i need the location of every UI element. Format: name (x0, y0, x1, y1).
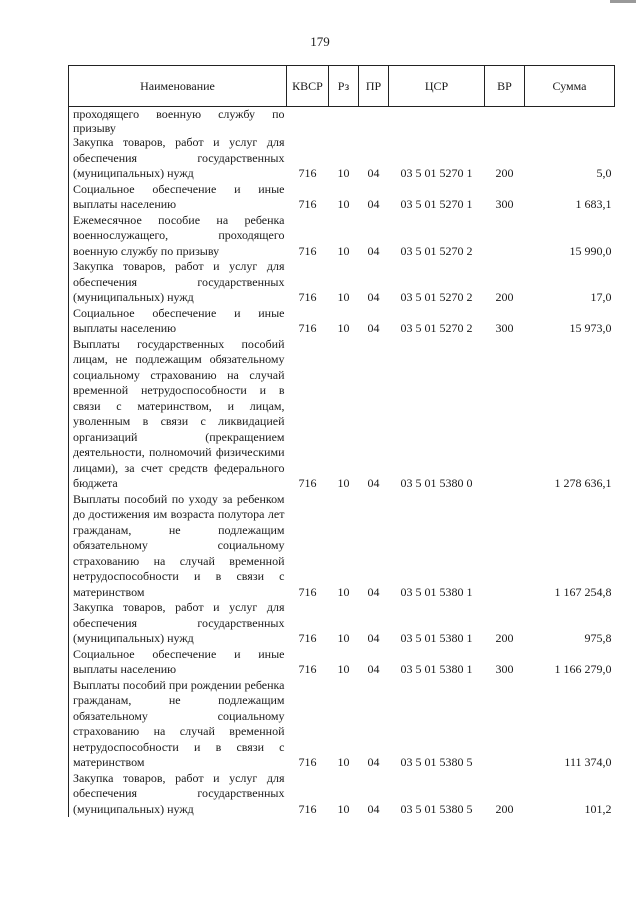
row-name: Социальное обеспечение и иные выплаты населению (69, 647, 287, 678)
row-rz: 10 (337, 662, 350, 676)
row-kvsr: 716 (298, 166, 317, 180)
row-rz: 10 (337, 801, 350, 816)
row-pr: 04 (367, 755, 380, 769)
budget-table (68, 65, 615, 817)
row-vr: 300 (495, 662, 514, 676)
row-kvsr: 716 (298, 243, 317, 258)
row-pr: 04 (367, 243, 380, 258)
row-pr: 04 (367, 801, 380, 816)
row-name: Социальное обеспечение и иные выплаты населению (69, 182, 287, 213)
row-vr: 200 (495, 290, 514, 304)
row-name: Социальное обеспечение и иные выплаты населению (69, 306, 287, 337)
row-csr: 03 5 01 5270 2 (400, 290, 473, 304)
row-sum: 975,8 (584, 631, 612, 645)
row-sum: 1 167 254,8 (554, 584, 612, 599)
row-vr (485, 213, 525, 260)
row-sum: 1 166 279,0 (554, 662, 612, 676)
table-row (69, 647, 615, 678)
row-name: Выплаты пособий при рождении ребенка гражданам, не подлежащим обязательному социальному страхованию на случай временной нетрудоспособности и в связи с материнством (69, 678, 287, 771)
row-csr: 03 5 01 5380 1 (400, 584, 473, 599)
table-row (69, 306, 615, 337)
row-kvsr: 716 (298, 197, 317, 211)
header-csr: ЦСР (389, 66, 485, 107)
table-row (69, 678, 615, 771)
row-vr (485, 492, 525, 601)
table-row (69, 337, 615, 492)
row-rz: 10 (337, 290, 350, 304)
row-rz: 10 (337, 631, 350, 645)
row-csr: 03 5 01 5380 1 (400, 662, 473, 676)
row-name: Выплаты пособий по уходу за ребенком до достижения им возраста полутора лет гражданам, не подлежащим обязательному социальному страхованию на случай временной нетрудоспособности и в связи с материнством (69, 492, 287, 601)
row-kvsr: 716 (298, 476, 317, 490)
row-name: Закупка товаров, работ и услуг для обеспечения государственных (муниципальных) нужд (69, 600, 287, 647)
row-sum (525, 107, 615, 136)
page-number: 179 (310, 34, 330, 49)
table-row (69, 771, 615, 818)
row-pr: 04 (367, 321, 380, 335)
header-kvsr: КВСР (287, 66, 329, 107)
header-vr: ВР (485, 66, 525, 107)
header-name: Наименование (69, 66, 287, 107)
row-kvsr: 716 (298, 321, 317, 335)
row-pr (359, 107, 389, 136)
row-csr: 03 5 01 5380 1 (400, 631, 473, 645)
row-kvsr: 716 (298, 662, 317, 676)
row-name: Закупка товаров, работ и услуг для обеспечения государственных (муниципальных) нужд (69, 135, 287, 182)
table-row (69, 107, 615, 136)
row-csr: 03 5 01 5270 1 (400, 197, 473, 211)
header-rz: Рз (329, 66, 359, 107)
row-vr (485, 107, 525, 136)
scan-mark (610, 0, 636, 3)
table-row (69, 492, 615, 601)
row-vr: 300 (495, 197, 514, 211)
row-sum: 1 683,1 (575, 197, 612, 211)
row-csr (389, 107, 485, 136)
row-sum: 15 990,0 (569, 243, 612, 258)
row-pr: 04 (367, 631, 380, 645)
row-csr: 03 5 01 5270 1 (400, 166, 473, 180)
row-pr: 04 (367, 166, 380, 180)
row-sum: 1 278 636,1 (554, 476, 612, 490)
row-csr: 03 5 01 5270 2 (400, 243, 473, 258)
table-row (69, 135, 615, 182)
header-sum: Сумма (525, 66, 615, 107)
row-csr: 03 5 01 5380 5 (400, 755, 473, 769)
row-vr (485, 678, 525, 771)
row-vr: 200 (495, 166, 514, 180)
row-name: проходящего военную службу по призыву (69, 107, 287, 136)
row-kvsr: 716 (298, 290, 317, 304)
row-sum: 17,0 (590, 290, 612, 304)
row-vr: 300 (495, 321, 514, 335)
row-pr: 04 (367, 584, 380, 599)
row-pr: 04 (367, 662, 380, 676)
row-rz: 10 (337, 476, 350, 490)
row-rz: 10 (337, 243, 350, 258)
row-kvsr: 716 (298, 801, 317, 816)
table-row (69, 259, 615, 306)
row-vr (485, 337, 525, 492)
row-csr: 03 5 01 5270 2 (400, 321, 473, 335)
table-header-row (69, 66, 615, 107)
row-name: Выплаты государственных пособий лицам, не подлежащим обязательному социальному страхованию на случай временной нетрудоспособности и в связи с материнством, и лицам, уволенным в связи с ликвидацией организаций (прекращением деятельности, полномочий физическими лицами), за счет средств федерального бюджета (69, 337, 287, 492)
row-vr: 200 (495, 631, 514, 645)
row-sum: 15 973,0 (569, 321, 612, 335)
row-rz: 10 (337, 166, 350, 180)
row-pr: 04 (367, 290, 380, 304)
row-rz (329, 107, 359, 136)
row-rz: 10 (337, 755, 350, 769)
row-rz: 10 (337, 321, 350, 335)
row-kvsr: 716 (298, 631, 317, 645)
header-pr: ПР (359, 66, 389, 107)
row-csr: 03 5 01 5380 0 (400, 476, 473, 490)
row-name: Закупка товаров, работ и услуг для обеспечения государственных (муниципальных) нужд (69, 259, 287, 306)
row-kvsr: 716 (298, 584, 317, 599)
table-row (69, 213, 615, 260)
table-row (69, 182, 615, 213)
row-name: Ежемесячное пособие на ребенка военнослужащего, проходящего военную службу по призыву (69, 213, 287, 260)
row-vr: 200 (495, 801, 514, 816)
table-row (69, 600, 615, 647)
row-csr: 03 5 01 5380 5 (400, 801, 473, 816)
row-name: Закупка товаров, работ и услуг для обеспечения государственных (муниципальных) нужд (69, 771, 287, 818)
row-rz: 10 (337, 197, 350, 211)
row-kvsr (287, 107, 329, 136)
row-sum: 101,2 (584, 801, 612, 816)
row-sum: 111 374,0 (564, 755, 612, 769)
row-rz: 10 (337, 584, 350, 599)
row-kvsr: 716 (298, 755, 317, 769)
row-pr: 04 (367, 197, 380, 211)
row-pr: 04 (367, 476, 380, 490)
row-sum: 5,0 (596, 166, 612, 180)
